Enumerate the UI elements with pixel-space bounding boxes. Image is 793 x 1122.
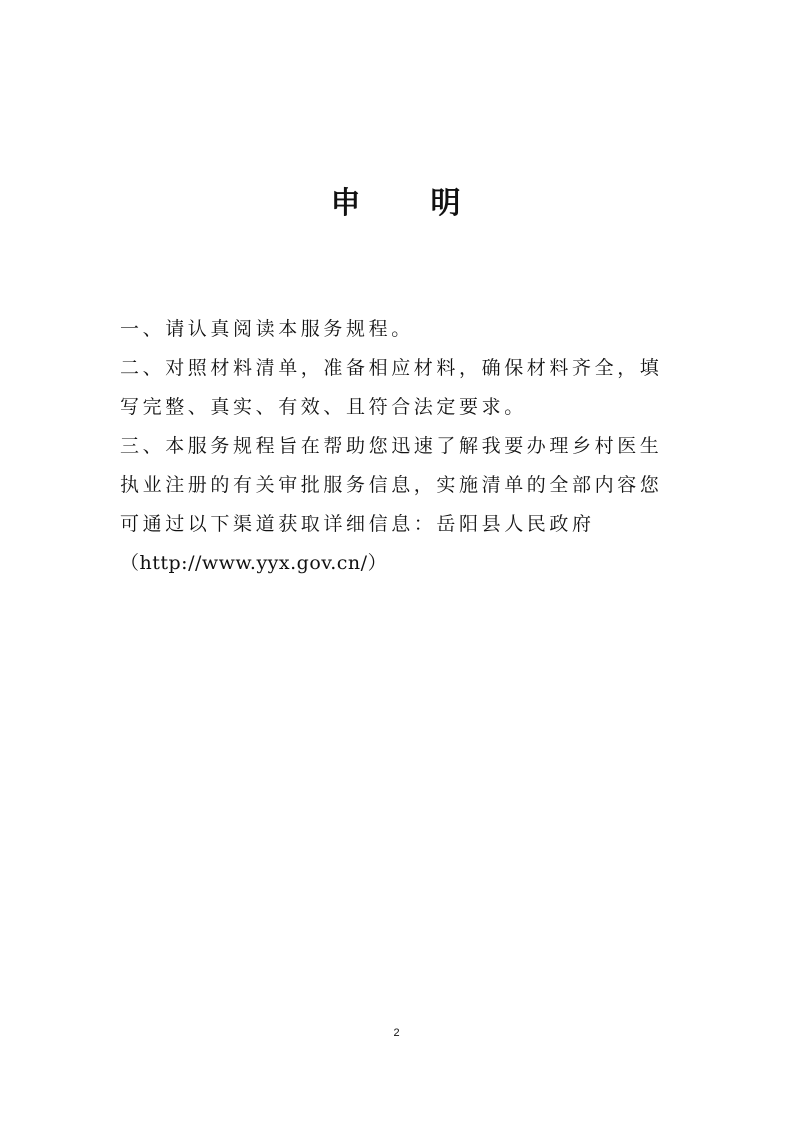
statement-item-2: 二、对照材料清单，准备相应材料，确保材料齐全，填写完整、真实、有效、且符合法定要求。 <box>120 357 663 418</box>
page-title <box>0 180 793 228</box>
statement-item-1: 一、请认真阅读本服务规程。 <box>120 318 414 340</box>
title-char-2: 明 <box>430 186 463 221</box>
statement-body <box>120 310 680 583</box>
page-number: 2 <box>393 1027 400 1039</box>
statement-item-3: 三、本服务规程旨在帮助您迅速了解我要办理乡村医生执业注册的有关审批服务信息，实施清单的全部内容您可通过以下渠道获取详细信息：岳阳县人民政府 <box>120 435 663 535</box>
government-website-link[interactable]: （http://www.yyx.gov.cn/） <box>120 552 388 574</box>
title-char-1: 申 <box>330 186 363 221</box>
